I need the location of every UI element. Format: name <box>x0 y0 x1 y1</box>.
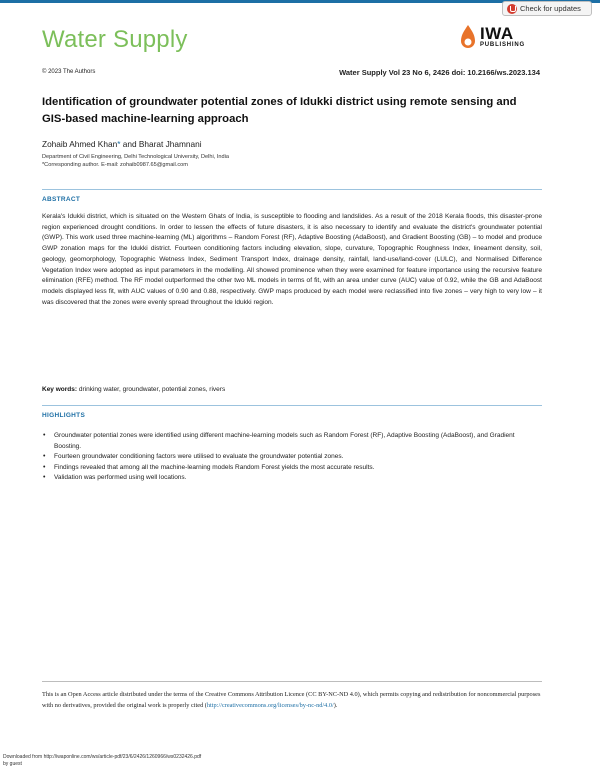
author-1: Zohaib Ahmed Khan <box>42 139 118 149</box>
author-2: Bharat Jhamnani <box>138 139 202 149</box>
list-item <box>42 473 542 484</box>
highlights-list <box>42 431 542 484</box>
keywords-label: Key words: <box>42 386 78 393</box>
publisher-logo-sub: PUBLISHING <box>480 42 526 48</box>
abstract-text: Kerala's Idukki district, which is situated on the Western Ghats of India, is susceptible to flooding and landslides. As a result of the 2018 Kerala floods, this disaster-prone region experienced drought conditions. In order to lessen the effects of future disasters, it is also necessary to identify and evaluate the district's groundwater potential (GWP). This work used three machine-learning (ML) algorithms – Random Forest (RF), Adaptive Boosting (AdaBoost), and Gradient Boosting (GB) – to model and produce GWP zonation maps for the Idukki district. Fourteen conditioning factors including elevation, slope, curvature, Topographic Roughness Index, lineament density, soil, geology, geomorphology, Topographic Wetness Index, Sediment Transport Index, drainage density, rainfall, land-use/land-cover (LULC), and Normalised Difference Vegetation Index were adopted as input parameters in the modelling. All showed prominence when they were examined for feature importance using the recursive feature elimination (RFE) method. The RF model outperformed the other two ML models in terms of fit, with an area under curve (AUC) value of 0.92, while the GB and AdaBoost models displayed less fit, with AUC values of 0.90 and 0.88, respectively. GWP maps produced by each model were reclassified into five zones – very high to very low – it was discovered that the zones were evenly spread throughout the Idukki region. <box>42 213 542 306</box>
bullet-icon: • <box>43 474 46 482</box>
bullet-icon: • <box>43 453 46 461</box>
authors <box>42 139 202 149</box>
keywords-text: drinking water, groundwater, potential zones, rivers <box>78 386 226 393</box>
divider <box>42 405 542 406</box>
download-line-1: Downloaded from http://iwaponline.com/ws/article-pdf/23/6/2426/1260966/ws0232426.pdf <box>3 754 202 760</box>
license-statement <box>42 689 542 711</box>
affiliation-block <box>42 153 229 169</box>
iwa-drop-icon <box>458 23 478 53</box>
download-notice <box>3 754 201 768</box>
highlight-text: Validation was performed using well locations. <box>54 474 187 482</box>
corresponding-author-marker[interactable]: * <box>117 139 121 149</box>
footer-divider <box>42 681 542 682</box>
abstract-heading: ABSTRACT <box>42 196 81 203</box>
list-item <box>42 431 542 452</box>
highlight-text: Groundwater potential zones were identified using different machine-learning models such as Random Forest (RF), Adaptive Boosting (AdaBoost), and Gradient Boosting. <box>54 432 515 450</box>
list-item <box>42 463 542 474</box>
citation: Water Supply Vol 23 No 6, 2426 doi: 10.2166/ws.2023.134 <box>339 68 540 77</box>
highlights-heading: HIGHLIGHTS <box>42 412 86 419</box>
crossmark-icon <box>507 4 517 14</box>
check-for-updates-button[interactable] <box>502 1 592 16</box>
bullet-icon: • <box>43 432 46 439</box>
download-line-2: by guest <box>3 761 22 767</box>
divider <box>42 189 542 190</box>
iwa-publishing-logo <box>458 23 538 53</box>
check-for-updates-label: Check for updates <box>520 4 581 13</box>
license-link[interactable]: http://creativecommons.org/licenses/by-nc-nd/4.0/ <box>206 702 334 709</box>
keywords <box>42 386 225 393</box>
highlight-text: Fourteen groundwater conditioning factors were utilised to evaluate the groundwater potential zones. <box>54 453 344 461</box>
publisher-logo-text: IWA <box>480 24 514 43</box>
copyright: © 2023 The Authors <box>42 69 96 75</box>
license-end: ). <box>333 702 338 709</box>
list-item <box>42 452 542 463</box>
corresponding-author: *Corresponding author. E-mail: zohaib0987.65@gmail.com <box>42 162 188 168</box>
license-text: This is an Open Access article distributed under the terms of the Creative Commons Attribution Licence (CC BY-NC-ND 4.0), which permits copying and redistribution for noncommercial purposes with no derivatives, provided the original work is properly cited ( <box>42 691 541 709</box>
article-title: Identification of groundwater potential zones of Idukki district using remote sensing and GIS-based machine-learning approach <box>42 96 517 125</box>
highlight-text: Findings revealed that among all the machine-learning models Random Forest yields the most accurate results. <box>54 463 375 471</box>
author-separator: and <box>120 139 139 149</box>
affiliation: Department of Civil Engineering, Delhi Technological University, Delhi, India <box>42 154 229 160</box>
bullet-icon: • <box>43 463 46 471</box>
journal-title: Water Supply <box>42 26 188 53</box>
